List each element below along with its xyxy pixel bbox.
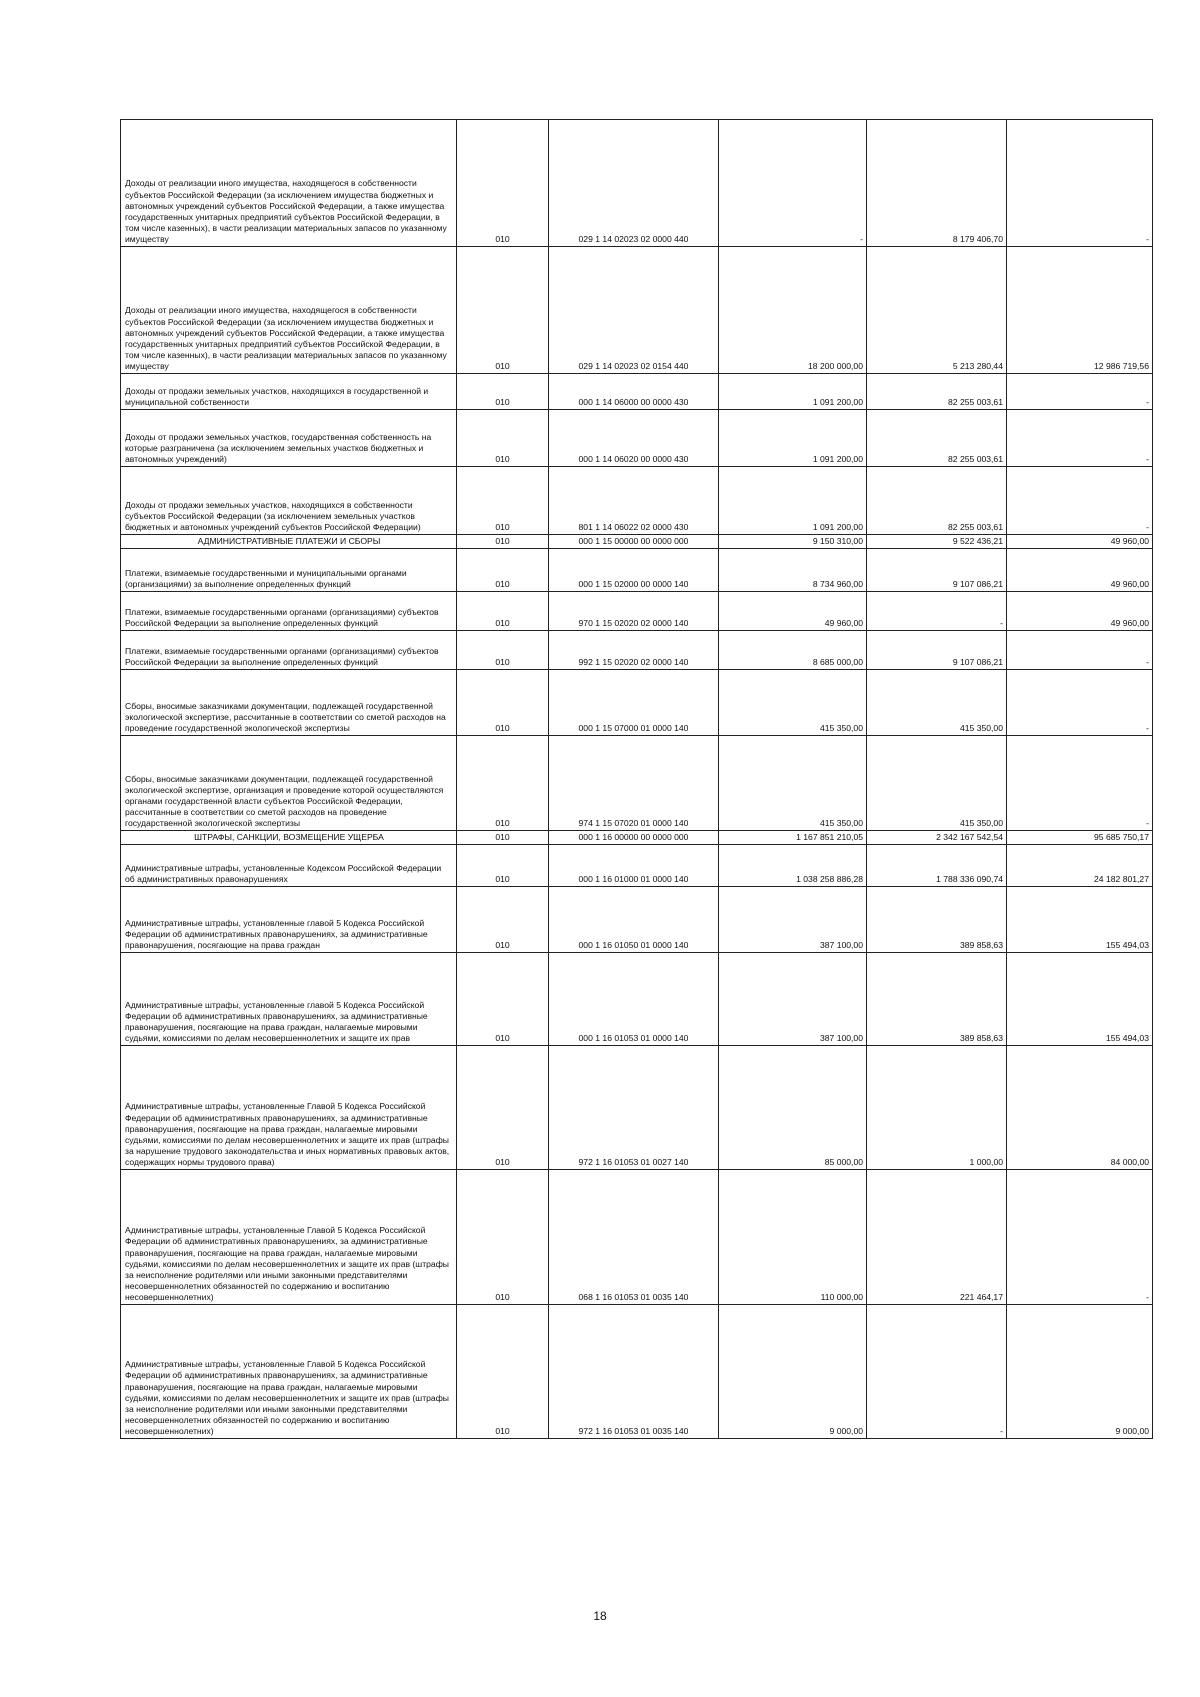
row-budget-code-cell: 029 1 14 02023 02 0154 440 <box>549 247 719 374</box>
row-line-code-cell: 010 <box>457 845 549 887</box>
row-executed-cell: 9 522 436,21 <box>867 535 1007 549</box>
row-budget-code-cell: 972 1 16 01053 01 0027 140 <box>549 1046 719 1170</box>
row-line-code-cell: 010 <box>457 831 549 845</box>
row-unexecuted-cell: 95 685 750,17 <box>1007 831 1153 845</box>
row-executed-cell: - <box>867 1305 1007 1439</box>
row-unexecuted-cell: 24 182 801,27 <box>1007 845 1153 887</box>
row-planned-cell: 9 000,00 <box>719 1305 867 1439</box>
row-name-cell: Доходы от продажи земельных участков, государственная собственность на которые разграничена (за исключением земельных участков бюджетных и автономных учреждений) <box>121 410 457 467</box>
row-unexecuted-cell: 155 494,03 <box>1007 953 1153 1046</box>
row-unexecuted-cell: - <box>1007 631 1153 670</box>
row-unexecuted-cell: - <box>1007 736 1153 831</box>
row-name-cell: Платежи, взимаемые государственными и муниципальными органами (организациями) за выполнение определенных функций <box>121 549 457 592</box>
row-unexecuted-cell: 49 960,00 <box>1007 592 1153 631</box>
row-line-code-cell: 010 <box>457 953 549 1046</box>
row-unexecuted-cell: - <box>1007 120 1153 247</box>
row-executed-cell: 415 350,00 <box>867 736 1007 831</box>
row-line-code-cell: 010 <box>457 549 549 592</box>
row-planned-cell: - <box>719 120 867 247</box>
row-executed-cell: 415 350,00 <box>867 670 1007 736</box>
row-executed-cell: 1 000,00 <box>867 1046 1007 1170</box>
row-budget-code-cell: 000 1 16 01053 01 0000 140 <box>549 953 719 1046</box>
row-planned-cell: 9 150 310,00 <box>719 535 867 549</box>
row-planned-cell: 8 734 960,00 <box>719 549 867 592</box>
row-name-cell: Доходы от продажи земельных участков, находящихся в собственности субъектов Российской Федерации (за исключением земельных участков бюджетных и автономных учреждений субъектов Российской Федерации) <box>121 467 457 535</box>
table-row <box>121 592 1153 631</box>
row-line-code-cell: 010 <box>457 535 549 549</box>
row-line-code-cell: 010 <box>457 120 549 247</box>
row-line-code-cell: 010 <box>457 887 549 953</box>
row-unexecuted-cell: 155 494,03 <box>1007 887 1153 953</box>
row-executed-cell: 5 213 280,44 <box>867 247 1007 374</box>
row-unexecuted-cell: - <box>1007 410 1153 467</box>
row-line-code-cell: 010 <box>457 1170 549 1305</box>
row-planned-cell: 1 091 200,00 <box>719 410 867 467</box>
row-name-cell: Доходы от реализации иного имущества, находящегося в собственности субъектов Российской Федерации (за исключением имущества бюджетных и автономных учреждений субъектов Российской Федерации, а также имущества государственных унитарных предприятий субъектов Российской Федерации, в том числе казенных), в части реализации материальных запасов по указанному имуществу <box>121 120 457 247</box>
row-budget-code-cell: 029 1 14 02023 02 0000 440 <box>549 120 719 247</box>
row-executed-cell: 82 255 003,61 <box>867 410 1007 467</box>
table-row <box>121 953 1153 1046</box>
row-line-code-cell: 010 <box>457 736 549 831</box>
table-row <box>121 670 1153 736</box>
row-name-cell: АДМИНИСТРАТИВНЫЕ ПЛАТЕЖИ И СБОРЫ <box>121 535 457 549</box>
row-executed-cell: 82 255 003,61 <box>867 467 1007 535</box>
table-row <box>121 120 1153 247</box>
row-unexecuted-cell: 49 960,00 <box>1007 535 1153 549</box>
row-name-cell: Платежи, взимаемые государственными органами (организациями) субъектов Российской Федерации за выполнение определенных функций <box>121 592 457 631</box>
row-unexecuted-cell: - <box>1007 467 1153 535</box>
row-name-cell: Сборы, вносимые заказчиками документации, подлежащей государственной экологической экспертизе, организация и проведение которой осуществляются органами государственной власти субъектов Российской Федерации, рассчитанные в соответствии со сметой расходов на проведение государственной экологической экспертизы <box>121 736 457 831</box>
row-executed-cell: 2 342 167 542,54 <box>867 831 1007 845</box>
table-row <box>121 736 1153 831</box>
row-planned-cell: 387 100,00 <box>719 953 867 1046</box>
row-executed-cell: 389 858,63 <box>867 887 1007 953</box>
row-executed-cell: 9 107 086,21 <box>867 549 1007 592</box>
row-budget-code-cell: 801 1 14 06022 02 0000 430 <box>549 467 719 535</box>
row-budget-code-cell: 972 1 16 01053 01 0035 140 <box>549 1305 719 1439</box>
row-budget-code-cell: 000 1 15 02000 00 0000 140 <box>549 549 719 592</box>
table-row <box>121 410 1153 467</box>
row-planned-cell: 85 000,00 <box>719 1046 867 1170</box>
row-planned-cell: 415 350,00 <box>719 670 867 736</box>
row-name-cell: Сборы, вносимые заказчиками документации, подлежащей государственной экологической экспертизе, рассчитанные в соответствии со сметой расходов на проведение государственной экологической экспертизы <box>121 670 457 736</box>
row-name-cell: Административные штрафы, установленные Главой 5 Кодекса Российской Федерации об административных правонарушениях, за административные правонарушения, посягающие на права граждан, налагаемые мировыми судьями, комиссиями по делам несовершеннолетних и защите их прав (штрафы за неисполнение родителями или иными законными представителями несовершеннолетних обязанностей по содержанию и воспитанию несовершеннолетних) <box>121 1170 457 1305</box>
row-line-code-cell: 010 <box>457 1046 549 1170</box>
row-budget-code-cell: 000 1 16 00000 00 0000 000 <box>549 831 719 845</box>
row-executed-cell: 82 255 003,61 <box>867 374 1007 410</box>
row-budget-code-cell: 000 1 15 00000 00 0000 000 <box>549 535 719 549</box>
table-row <box>121 1305 1153 1439</box>
revenue-table <box>120 119 1153 1439</box>
table-row <box>121 1046 1153 1170</box>
table-row <box>121 831 1153 845</box>
table-row <box>121 845 1153 887</box>
row-budget-code-cell: 000 1 16 01000 01 0000 140 <box>549 845 719 887</box>
row-budget-code-cell: 068 1 16 01053 01 0035 140 <box>549 1170 719 1305</box>
row-name-cell: Административные штрафы, установленные Главой 5 Кодекса Российской Федерации об административных правонарушениях, за административные правонарушения, посягающие на права граждан, налагаемые мировыми судьями, комиссиями по делам несовершеннолетних и защите их прав (штрафы за нарушение трудового законодательства и иных нормативных правовых актов, содержащих нормы трудового права) <box>121 1046 457 1170</box>
row-line-code-cell: 010 <box>457 592 549 631</box>
row-executed-cell: 389 858,63 <box>867 953 1007 1046</box>
table-row <box>121 631 1153 670</box>
row-unexecuted-cell: 49 960,00 <box>1007 549 1153 592</box>
revenue-table-body <box>121 120 1153 1439</box>
row-line-code-cell: 010 <box>457 410 549 467</box>
row-unexecuted-cell: - <box>1007 374 1153 410</box>
row-planned-cell: 1 091 200,00 <box>719 374 867 410</box>
row-unexecuted-cell: 12 986 719,56 <box>1007 247 1153 374</box>
row-executed-cell: 1 788 336 090,74 <box>867 845 1007 887</box>
row-name-cell: Платежи, взимаемые государственными органами (организациями) субъектов Российской Федерации за выполнение определенных функций <box>121 631 457 670</box>
row-name-cell: ШТРАФЫ, САНКЦИИ, ВОЗМЕЩЕНИЕ УЩЕРБА <box>121 831 457 845</box>
row-executed-cell: 221 464,17 <box>867 1170 1007 1305</box>
row-budget-code-cell: 000 1 16 01050 01 0000 140 <box>549 887 719 953</box>
row-line-code-cell: 010 <box>457 374 549 410</box>
row-line-code-cell: 010 <box>457 467 549 535</box>
row-planned-cell: 1 038 258 886,28 <box>719 845 867 887</box>
row-planned-cell: 1 091 200,00 <box>719 467 867 535</box>
row-planned-cell: 110 000,00 <box>719 1170 867 1305</box>
row-name-cell: Административные штрафы, установленные Кодексом Российской Федерации об административных правонарушениях <box>121 845 457 887</box>
row-budget-code-cell: 992 1 15 02020 02 0000 140 <box>549 631 719 670</box>
row-executed-cell: 8 179 406,70 <box>867 120 1007 247</box>
row-line-code-cell: 010 <box>457 1305 549 1439</box>
row-unexecuted-cell: - <box>1007 1170 1153 1305</box>
table-row <box>121 467 1153 535</box>
table-row <box>121 1170 1153 1305</box>
row-budget-code-cell: 000 1 14 06020 00 0000 430 <box>549 410 719 467</box>
row-executed-cell: 9 107 086,21 <box>867 631 1007 670</box>
row-executed-cell: - <box>867 592 1007 631</box>
table-row <box>121 887 1153 953</box>
row-name-cell: Доходы от реализации иного имущества, находящегося в собственности субъектов Российской Федерации (за исключением имущества бюджетных и автономных учреждений субъектов Российской Федерации, а также имущества государственных унитарных предприятий субъектов Российской Федерации, в том числе казенных), в части реализации материальных запасов по указанному имуществу <box>121 247 457 374</box>
row-budget-code-cell: 000 1 15 07000 01 0000 140 <box>549 670 719 736</box>
row-line-code-cell: 010 <box>457 670 549 736</box>
row-unexecuted-cell: 9 000,00 <box>1007 1305 1153 1439</box>
row-line-code-cell: 010 <box>457 631 549 670</box>
row-planned-cell: 49 960,00 <box>719 592 867 631</box>
row-planned-cell: 8 685 000,00 <box>719 631 867 670</box>
row-budget-code-cell: 000 1 14 06000 00 0000 430 <box>549 374 719 410</box>
table-row <box>121 535 1153 549</box>
row-unexecuted-cell: 84 000,00 <box>1007 1046 1153 1170</box>
row-planned-cell: 1 167 851 210,05 <box>719 831 867 845</box>
row-name-cell: Доходы от продажи земельных участков, находящихся в государственной и муниципальной собственности <box>121 374 457 410</box>
row-planned-cell: 387 100,00 <box>719 887 867 953</box>
row-budget-code-cell: 974 1 15 07020 01 0000 140 <box>549 736 719 831</box>
row-planned-cell: 18 200 000,00 <box>719 247 867 374</box>
row-planned-cell: 415 350,00 <box>719 736 867 831</box>
table-row <box>121 374 1153 410</box>
row-name-cell: Административные штрафы, установленные главой 5 Кодекса Российской Федерации об административных правонарушениях, за административные правонарушения, посягающие на права граждан, налагаемые мировыми судьями, комиссиями по делам несовершеннолетних и защите их прав <box>121 953 457 1046</box>
row-unexecuted-cell: - <box>1007 670 1153 736</box>
row-name-cell: Административные штрафы, установленные главой 5 Кодекса Российской Федерации об административных правонарушениях, за административные правонарушения, посягающие на права граждан <box>121 887 457 953</box>
page-number: 18 <box>593 1609 607 1623</box>
row-name-cell: Административные штрафы, установленные Главой 5 Кодекса Российской Федерации об административных правонарушениях, за административные правонарушения, посягающие на права граждан, налагаемые мировыми судьями, комиссиями по делам несовершеннолетних и защите их прав (штрафы за неисполнение родителями или иными законными представителями несовершеннолетних обязанностей по содержанию и воспитанию несовершеннолетних) <box>121 1305 457 1439</box>
document-page <box>120 119 1152 1439</box>
row-budget-code-cell: 970 1 15 02020 02 0000 140 <box>549 592 719 631</box>
row-line-code-cell: 010 <box>457 247 549 374</box>
table-row <box>121 549 1153 592</box>
table-row <box>121 247 1153 374</box>
